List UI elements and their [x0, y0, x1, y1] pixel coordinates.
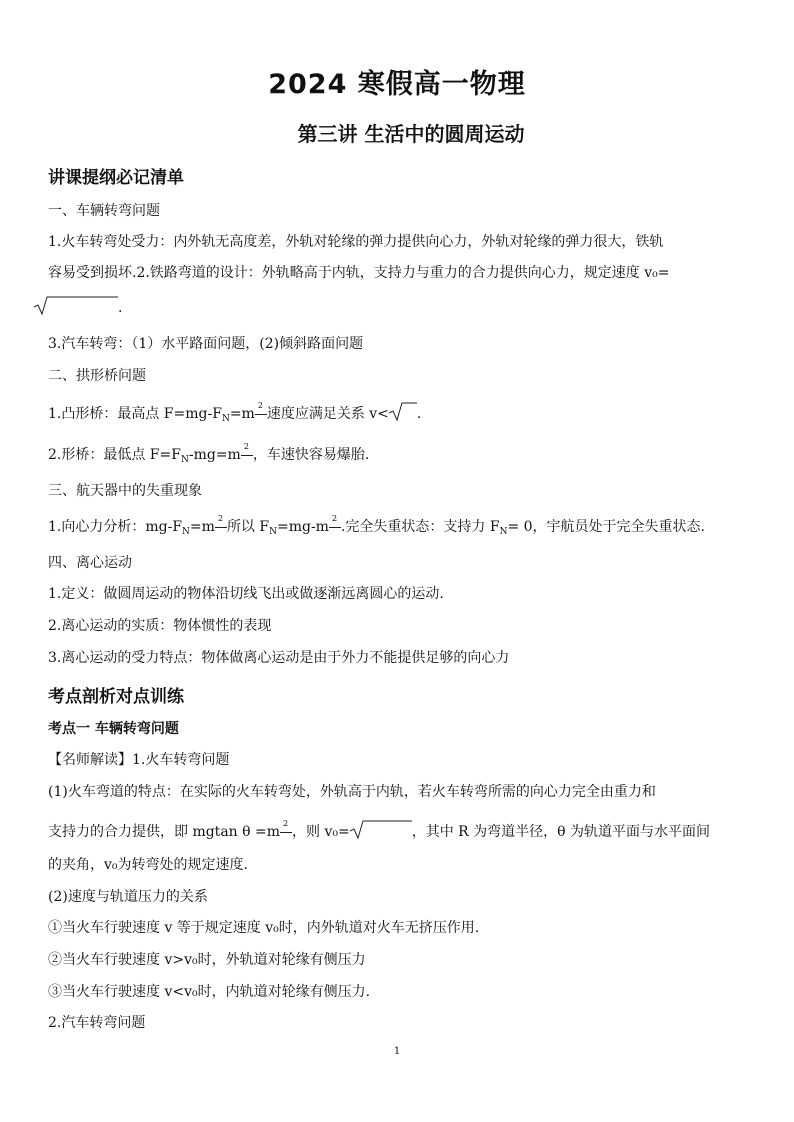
section-2-line-2: 2.形桥：最低点 $F=F_N-mg=m$ 2 ，车速快容易爆胎.: [48, 442, 370, 465]
period: .: [118, 300, 123, 316]
section-4-line-3: 3.离心运动的受力特点：物体做离心运动是由于外力不能提供足够的向心力: [48, 650, 510, 666]
keypoint-1-title: 考点一 车辆转弯问题: [48, 721, 179, 737]
section-4-line-1: 1.定义：做圆周运动的物体沿切线飞出或做逐渐远离圆心的运动.: [48, 586, 444, 602]
section-1-title: 一、车辆转弯问题: [48, 203, 160, 219]
section-1-line-2: 容易受到损坏.2.铁路弯道的设计：外轨略高于内轨，支持力与重力的合力提供向心力，规定速度 v₀=: [48, 265, 670, 281]
section-1-line-4: 3.汽车转弯：（1）水平路面问题，(2)倾斜路面问题: [48, 336, 364, 352]
keypoint-1-line-1: 【名师解读】1.火车转弯问题: [48, 752, 230, 768]
fraction-mark: 2: [241, 448, 253, 462]
keypoint-1-line-5: (2)速度与轨道压力的关系: [48, 889, 208, 905]
sqrt-symbol: [389, 402, 417, 422]
sqrt-symbol: [34, 296, 118, 316]
fraction-mark: 2: [255, 407, 267, 421]
keypoint-1-line-9: 2.汽车转弯问题: [48, 1015, 146, 1031]
section-2-title: 二、拱形桥问题: [48, 368, 146, 384]
section-1-line-3: [34, 296, 122, 317]
section-4-title: 四、离心运动: [48, 555, 132, 571]
section-4-line-2: 2.离心运动的实质：物体惯性的表现: [48, 618, 272, 634]
keypoint-1-line-3: 支持力的合力提供，即 mgtan θ =m 2 ，则 v₀= ，其中 R 为弯道半径，θ 为轨道平面与水平面间: [48, 819, 711, 840]
lecture-subtitle: 第三讲 生活中的圆周运动: [297, 122, 525, 146]
keypoint-1-line-2: (1)火车弯道的特点：在实际的火车转弯处，外轨高于内轨，若火车转弯所需的向心力完全由重力和: [48, 784, 656, 800]
fraction-mark: 2: [280, 825, 292, 839]
keypoint-1-line-8: ③当火车行驶速度 v<v₀时，内轨道对轮缘有侧压力.: [48, 984, 371, 1000]
fraction-mark: 2: [215, 520, 227, 534]
keypoint-1-line-6: ①当火车行驶速度 v 等于规定速度 v₀时，内外轨道对火车无挤压作用.: [48, 920, 480, 936]
sqrt-symbol: [350, 820, 412, 840]
section-3-line-1: 1.向心力分析：$mg-F_N=m$ 2 所以 $F_N=mg-m$ 2 .完全失重状态：支持力 $F_N= 0$，宇航员处于完全失重状态.: [48, 514, 706, 537]
section-1-line-1: 1.火车转弯处受力：内外轨无高度差，外轨对轮缘的弹力提供向心力，外轨对轮缘的弹力很大，铁轨: [48, 234, 664, 250]
section-3-title: 三、航天器中的失重现象: [48, 483, 202, 499]
section-2-line-1: 1.凸形桥：最高点 $F=mg-F_N=m$ 2 速度应满足关系 v< .: [48, 401, 422, 424]
keypoint-1-line-7: ②当火车行驶速度 v>v₀时，外轨道对轮缘有侧压力: [48, 952, 366, 968]
fraction-mark: 2: [329, 520, 341, 534]
heading-checklist: 讲课提纲必记清单: [48, 168, 184, 188]
heading-analysis: 考点剖析对点训练: [48, 687, 184, 707]
keypoint-1-line-4: 的夹角，v₀为转弯处的规定速度.: [48, 857, 248, 873]
page-number: 1: [393, 1046, 401, 1057]
document-title: 2024 寒假高一物理: [268, 69, 526, 100]
